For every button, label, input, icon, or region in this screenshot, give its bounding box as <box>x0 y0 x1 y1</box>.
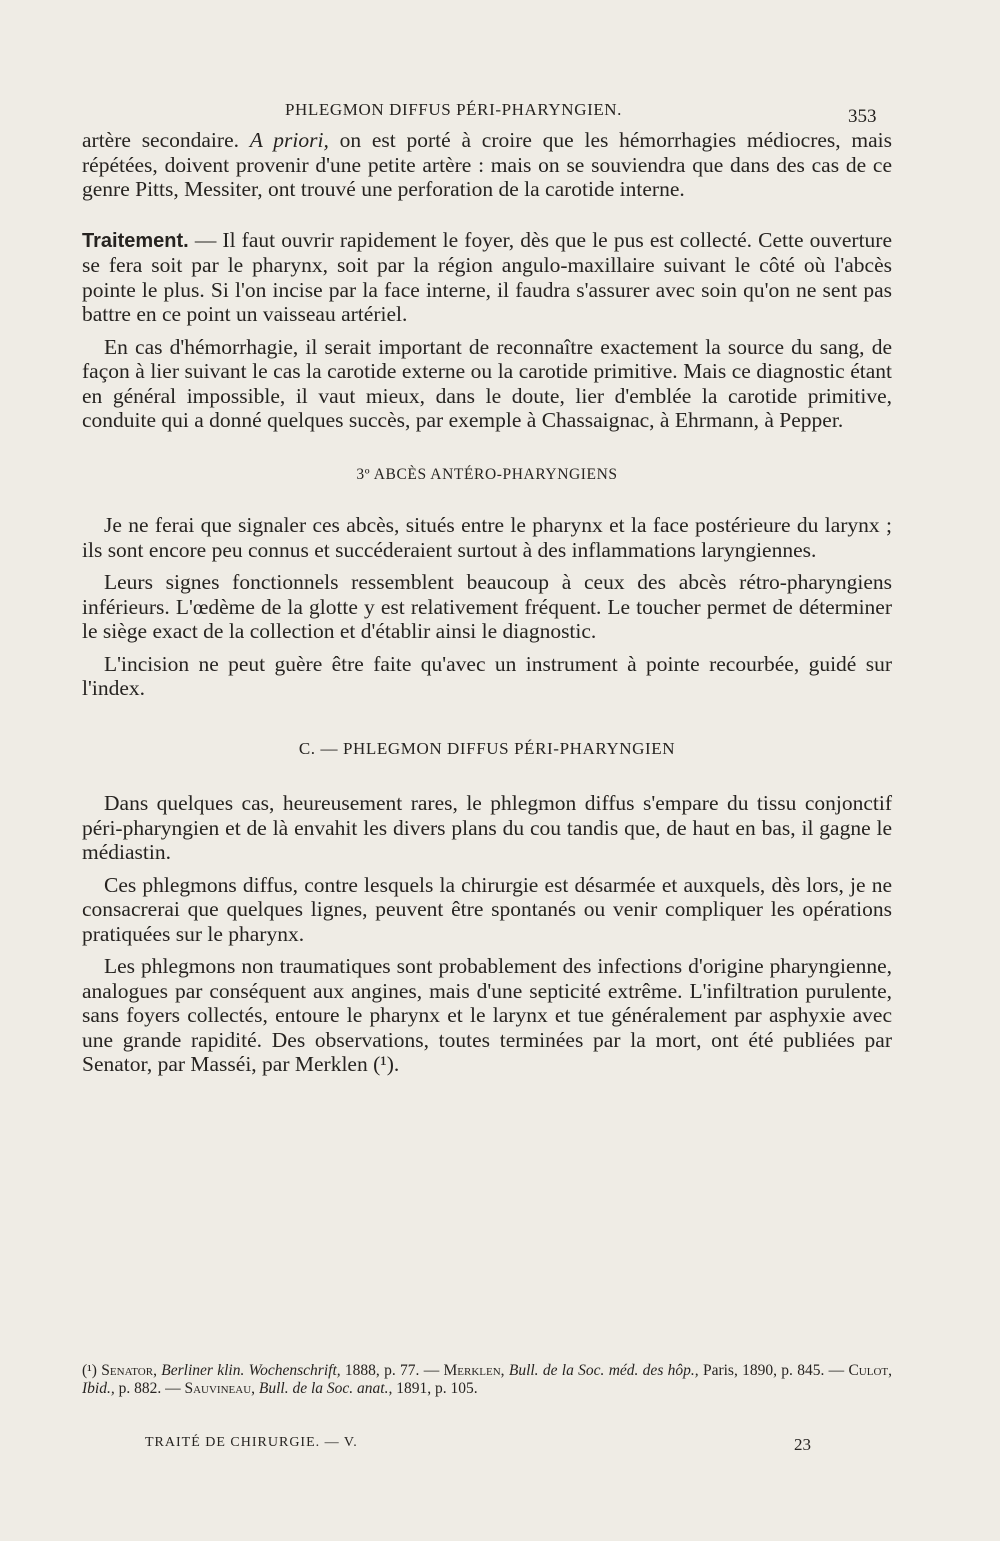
footnote-ref: Paris, 1890, p. 845. — <box>698 1362 849 1379</box>
section-heading-c: C. — PHLEGMON DIFFUS PÉRI-PHARYNGIEN <box>298 738 676 758</box>
spacer <box>82 946 892 954</box>
footnote-ref: p. 882. — <box>114 1380 185 1397</box>
paragraph-hemorrhage: En cas d'hémorrhagie, il serait important de reconnaître exactement la source du sang, de façon à lier suivant le cas la carotide externe ou la carotide primitive. Mais ce diagnostic étant en général impossible, il vaut mieux, dans le doute, lier d'emblée la carotide primitive, conduite qui a donné quelques succès, par exemple à Chassaignac, à Ehrmann, à Pepper. <box>82 334 892 432</box>
text-run: on est porté à croire que les hémorrhagies médiocres, mais répétées, doivent provenir d'une petite artère : mais on se souviendra que dans des cas de ce genre Pitts, Messiter, ont trouvé une perforation de la carotide interne. <box>82 128 893 201</box>
paragraph: Je ne ferai que signaler ces abcès, situés entre le pharynx et la face postérieure du larynx ; ils sont encore peu connus et succéderaient surtout à des inflammations laryngiennes. <box>82 513 892 562</box>
section-title-treatment: Traitement. <box>82 229 189 252</box>
signature-mark: 23 <box>794 1435 811 1454</box>
paragraph: L'incision ne peut guère être faite qu'avec un instrument à pointe recourbée, guidé sur l'index. <box>82 651 892 700</box>
italic-run: A priori, <box>249 128 329 152</box>
footnote-source: Ibid., <box>82 1380 115 1397</box>
spacer <box>82 562 892 570</box>
text-run: — Il faut ouvrir rapidement le foyer, dès que le pus est collecté. Cette ouverture se fera soit par le pharynx, soit par la région angulo-maxillaire suivant le côté où l'abcès pointe le plus. Si l'on incise par la face interne, il faudra s'assurer avec soin qu'on ne sent pas battre en ce point un vaisseau artériel. <box>82 227 892 326</box>
running-title: PHLEGMON DIFFUS PÉRI-PHARYNGIEN. <box>285 100 623 119</box>
paragraph: Ces phlegmons diffus, contre lesquels la chirurgie est désarmée et auxquels, dès lors, je ne consacrerai que quelques lignes, peuvent être spontanés ou venir compliquer les opérations pratiquées sur le pharynx. <box>82 872 892 946</box>
page-footer <box>0 1435 1000 1459</box>
text-run: artère secondaire. <box>82 128 250 152</box>
paragraph: Les phlegmons non traumatiques sont probablement des infections d'origine pharyngienne, analogues par conséquent aux angines, mais d'une septicité extrême. L'infiltration purulente, sans foyers collectés, entoure le pharynx et le larynx et tue généralement par asphyxie avec une grande rapidité. Des observations, toutes terminées par la mort, ont été publiées par Senator, par Masséi, par Merklen (¹). <box>82 954 892 1076</box>
subheading-antero-pharyngiens: 3º ABCÈS ANTÉRO-PHARYNGIENS <box>356 465 618 483</box>
paragraph: Leurs signes fonctionnels ressemblent beaucoup à ceux des abcès rétro-pharyngiens inférieurs. L'œdème de la glotte y est relativement fréquent. Le toucher permet de déterminer le siège exact de la collection et d'établir ainsi le diagnostic. <box>82 570 892 643</box>
paragraph-continued <box>82 128 892 202</box>
paragraph-treatment <box>82 228 892 327</box>
running-header <box>0 100 1000 130</box>
footnote-source: Bull. de la Soc. anat., <box>255 1380 393 1397</box>
footnote-ref: 1888, p. 77. — <box>340 1362 444 1379</box>
footnote-author: Culot, <box>848 1362 892 1379</box>
spacer <box>82 865 892 873</box>
page-number: 353 <box>848 106 877 127</box>
footnote-author: Sauvineau, <box>184 1380 256 1397</box>
paragraph: Dans quelques cas, heureusement rares, le phlegmon diffus s'empare du tissu conjonctif péri-pharyngien et de là envahit les divers plans du cou tandis que, de haut en bas, il gagne le médiastin. <box>82 791 892 864</box>
spacer <box>82 644 892 652</box>
footnote-marker: (¹) <box>82 1362 102 1379</box>
book-title: TRAITÉ DE CHIRURGIE. — V. <box>145 1435 358 1450</box>
spacer <box>82 327 892 335</box>
footnote-author: Senator, <box>101 1362 157 1379</box>
footnote-source: Berliner klin. Wochenschrift, <box>156 1362 341 1379</box>
footnote-source: Bull. de la Soc. méd. des hôp., <box>504 1362 699 1379</box>
footnote-author: Merklen, <box>443 1362 505 1379</box>
footnote-ref: 1891, p. 105. <box>392 1380 478 1397</box>
main-text <box>82 128 892 1077</box>
footnote <box>82 1362 892 1398</box>
spacer <box>82 202 892 228</box>
